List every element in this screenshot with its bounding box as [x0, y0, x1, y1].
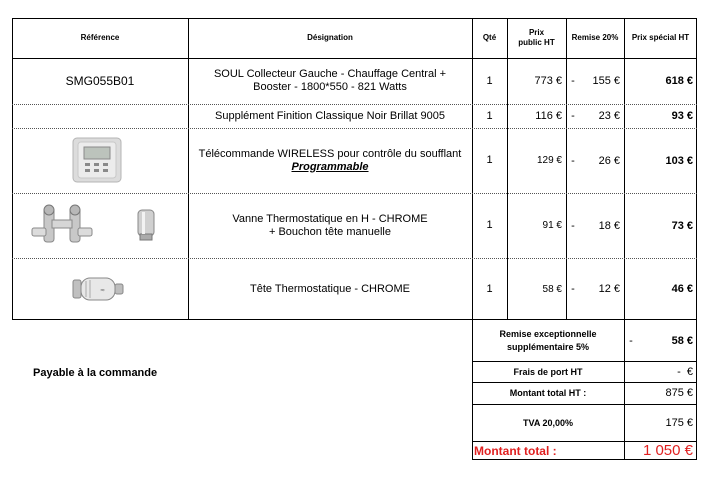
total-ht-value: 875 € — [665, 387, 693, 399]
shipping-label: Frais de port HT — [513, 366, 583, 377]
row3-designation-line2: Programmable — [291, 160, 369, 173]
row5-discount: 12 € — [598, 283, 620, 295]
row1-designation-line1: SOUL Collecteur Gauche - Chauffage Central + — [213, 68, 447, 80]
col-header-special-price: Prix spécial HT — [631, 33, 690, 42]
row4-designation-line1: Vanne Thermostatique en H - CHROME — [232, 212, 428, 225]
row3-designation — [188, 128, 472, 193]
row3-discount-sign: - — [571, 154, 575, 167]
thermostatic-head-icon — [72, 276, 124, 302]
row5-discount-sign: - — [571, 283, 575, 295]
row1-special-price: 618 € — [665, 75, 693, 87]
row4-public-price: 91 € — [542, 220, 562, 231]
tva-value: 175 € — [665, 416, 693, 429]
svg-text:≈: ≈ — [100, 287, 106, 294]
row3-public-price: 129 € — [536, 155, 562, 166]
row5-special-price: 46 € — [671, 283, 693, 295]
row4-designation — [188, 193, 472, 258]
row1-qty: 1 — [486, 74, 493, 87]
col-header-public-price: Prix public HT — [518, 28, 555, 47]
payment-note: Payable à la commande — [33, 367, 158, 379]
col-header-qty: Qté — [482, 33, 497, 42]
tva-label: TVA 20,00% — [522, 417, 574, 428]
row1-reference: SMG055B01 — [65, 73, 135, 88]
row3-discount: 26 € — [598, 154, 620, 167]
shipping-value: - € — [677, 365, 693, 378]
row2-discount: 23 € — [598, 110, 620, 122]
row3-designation-line1: Télécommande WIRELESS pour contrôle du soufflant — [198, 147, 462, 160]
row5-designation: Tête Thermostatique - CHROME — [250, 282, 410, 295]
row2-discount-sign: - — [571, 110, 575, 122]
grand-total-label: Montant total : — [474, 443, 557, 458]
row4-discount-sign: - — [571, 219, 575, 232]
col-header-reference: Référence — [80, 33, 120, 42]
valve-and-cap-icon — [30, 204, 170, 246]
exceptional-discount-value: 58 € — [671, 334, 693, 347]
grand-total-value: 1 050 € — [642, 442, 693, 459]
row4-qty: 1 — [486, 219, 493, 231]
row3-qty: 1 — [486, 154, 493, 166]
row1-public-price: 773 € — [534, 75, 562, 87]
thermostat-remote-icon — [72, 137, 122, 183]
row2-qty: 1 — [486, 109, 493, 122]
row1-discount: 155 € — [592, 75, 620, 87]
row5-qty: 1 — [486, 282, 493, 295]
row1-designation — [188, 58, 472, 104]
row4-special-price: 73 € — [671, 219, 693, 232]
row4-discount: 18 € — [598, 219, 620, 232]
row2-special-price: 93 € — [671, 110, 693, 122]
col-header-discount: Remise 20% — [571, 33, 619, 42]
exceptional-discount-sign: - — [629, 334, 633, 347]
row4-designation-line2: + Bouchon tête manuelle — [268, 225, 391, 238]
row2-designation: Supplément Finition Classique Noir Brillat 9005 — [215, 109, 445, 122]
total-ht-label: Montant total HT : — [509, 388, 587, 398]
row2-public-price: 116 € — [535, 110, 562, 122]
col-header-designation: Désignation — [307, 33, 353, 42]
row3-special-price: 103 € — [665, 154, 693, 167]
row5-public-price: 58 € — [542, 283, 562, 295]
row1-designation-line2: Booster - 1800*550 - 821 Watts — [253, 81, 407, 93]
row1-discount-sign: - — [571, 75, 575, 87]
exceptional-discount-label: Remise exceptionnelle supplémentaire 5% — [499, 328, 597, 352]
